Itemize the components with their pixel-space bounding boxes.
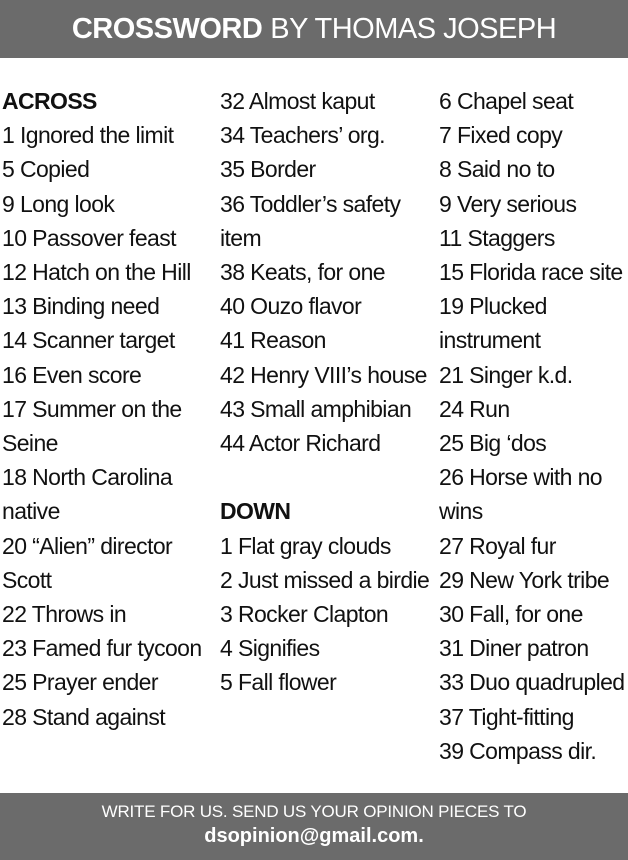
clue-column-1 [2,84,214,734]
across-clue: 42 Henry VIII’s house [220,361,427,388]
crossword-author: BY THOMAS JOSEPH [270,12,557,45]
page-header [0,0,628,58]
clue-column-2 [220,84,432,700]
down-clue: 5 Fall flower [220,669,337,696]
across-clue: 10 Passover feast [2,224,176,251]
across-clue: 34 Teachers’ org. [220,122,385,149]
down-clue: 4 Signifies [220,635,320,662]
down-clue: 7 Fixed copy [439,122,563,149]
across-clue: 32 Almost kaput [220,88,375,114]
footer-email-link[interactable]: dsopinion@gmail.com. [204,825,424,847]
down-clue: 24 Run [439,395,510,422]
across-clue: 13 Binding need [2,293,160,320]
down-clue: 15 Florida race site [439,259,623,286]
across-clue: 38 Keats, for one [220,259,385,286]
across-clue: 36 Toddler’s safety item [220,190,401,251]
across-clue: 16 Even score [2,361,142,388]
across-clue: 17 Summer on the Seine [2,395,182,457]
down-clue: 9 Very serious [439,190,577,217]
across-clue: 23 Famed fur tycoon [2,635,202,662]
section-spacer [220,460,432,494]
across-clue: 35 Border [220,156,316,183]
down-clue: 8 Said no to [439,156,555,183]
down-clue: 21 Singer k.d. [439,361,573,388]
across-clue: 43 Small amphibian [220,395,412,422]
across-clue: 14 Scanner target [2,327,175,354]
across-clue: 12 Hatch on the Hill [2,259,191,286]
down-clue: 19 Plucked instrument [439,293,547,354]
across-clue: 20 “Alien” director Scott [2,532,173,593]
down-clue: 33 Duo quadrupled [439,669,625,696]
down-clue: 37 Tight-fitting [439,703,574,730]
across-clue: 5 Copied [2,156,90,183]
across-clue: 25 Prayer ender [2,669,158,696]
across-clue: 22 Throws in [2,601,127,628]
across-clue: 1 Ignored the limit [2,122,174,149]
clue-column-3 [439,84,628,768]
down-clue: 29 New York tribe [439,566,610,593]
across-heading: ACROSS [2,88,97,114]
down-clue: 31 Diner patron [439,635,589,662]
across-clue: 18 North Carolina native [2,464,173,525]
crossword-title: CROSSWORD [71,12,263,45]
down-clue: 2 Just missed a birdie [220,566,430,593]
down-clue: 3 Rocker Clapton [220,601,389,628]
down-clue: 6 Chapel seat [439,88,574,114]
clue-columns [0,84,628,774]
down-clue: 30 Fall, for one [439,601,583,628]
down-clue: 39 Compass dir. [439,737,597,764]
page-footer [0,793,628,860]
down-clue: 25 Big ‘dos [439,430,547,457]
across-clue: 40 Ouzo flavor [220,293,362,320]
across-clue: 44 Actor Richard [220,430,381,457]
down-clue: 27 Royal fur [439,532,556,559]
across-clue: 41 Reason [220,327,326,354]
down-clue: 26 Horse with no wins [439,464,602,525]
down-clue: 11 Staggers [439,224,555,251]
down-clue: 1 Flat gray clouds [220,532,391,559]
across-clue: 28 Stand against [2,703,166,730]
down-heading: DOWN [220,498,291,525]
across-clue: 9 Long look [2,190,115,217]
footer-call-to-action: WRITE FOR US. SEND US YOUR OPINION PIECES TO [101,802,527,821]
